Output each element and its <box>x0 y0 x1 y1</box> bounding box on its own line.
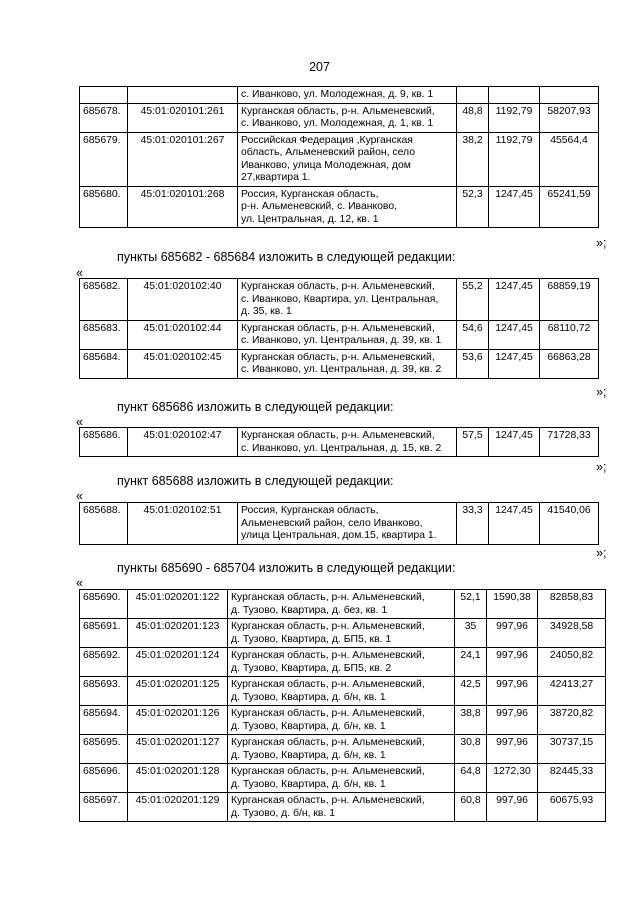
cadastral-value-cell: 41540,06 <box>540 503 599 545</box>
cadastral-value-cell: 42413,27 <box>538 677 606 706</box>
address-cell <box>238 87 457 104</box>
rate-cell: 997,96 <box>487 648 538 677</box>
cadastral-value-cell: 68859,19 <box>540 279 599 321</box>
area-cell: 52,3 <box>457 186 489 228</box>
area-cell: 38,2 <box>457 132 489 186</box>
area-cell: 48,8 <box>457 103 489 132</box>
cadastral-value-cell: 38720,82 <box>538 706 606 735</box>
address-line: ул. Центральная, д. 12, кв. 1 <box>241 213 379 225</box>
address-line: д. Тузово, Квартира, д. без, кв. 1 <box>231 604 388 616</box>
rate-cell <box>489 87 540 104</box>
table-row <box>80 590 606 619</box>
cadastral-number-cell: 45:01:020201:123 <box>128 619 228 648</box>
address-line: р-н. Альменевский, с. Иванково, <box>241 201 397 212</box>
opening-quote: « <box>76 576 83 590</box>
rate-cell: 1272,30 <box>487 764 538 793</box>
address-line: Курганская область, р-н. Альменевский, <box>241 351 435 363</box>
table-row <box>80 87 599 104</box>
amendment-paragraph: пункты 685690 - 685704 изложить в следующей редакции: <box>117 561 456 575</box>
cadastral-number-cell: 45:01:020201:126 <box>128 706 228 735</box>
area-cell: 24,1 <box>455 648 487 677</box>
cadastral-number-cell: 45:01:020102:44 <box>128 320 238 349</box>
cadastral-value-cell: 60675,93 <box>538 793 606 822</box>
address-line: д. 35, кв. 1 <box>241 306 292 317</box>
rate-cell: 1247,45 <box>489 428 540 457</box>
table-row <box>80 706 606 735</box>
address-line: с. Иванково, ул. Молодежная, д. 9, кв. 1 <box>241 89 434 100</box>
item-number-cell: 685695. <box>80 735 128 764</box>
cadastral-value-cell: 65241,59 <box>540 186 599 228</box>
address-line: Россия, Курганская область, <box>241 505 379 516</box>
address-line: д. Тузово, д. б/н, кв. 1 <box>231 807 335 819</box>
area-cell: 38,8 <box>455 706 487 735</box>
cadastral-number-cell: 45:01:020101:268 <box>128 186 238 228</box>
item-number-cell: 685693. <box>80 677 128 706</box>
area-cell: 42,5 <box>455 677 487 706</box>
cadastral-number-cell: 45:01:020201:129 <box>128 793 228 822</box>
cadastral-number-cell: 45:01:020201:124 <box>128 648 228 677</box>
item-number-cell: 685679. <box>80 132 128 186</box>
cadastral-value-cell: 82858,83 <box>538 590 606 619</box>
address-line: с. Иванково, ул. Центральная, д. 39, кв. 2 <box>241 364 442 375</box>
address-line: Курганская область, р-н. Альменевский, <box>231 679 425 690</box>
cadastral-number-cell: 45:01:020201:125 <box>128 677 228 706</box>
address-cell <box>228 706 455 735</box>
address-line: Курганская область, р-н. Альменевский, <box>231 650 425 661</box>
cadastral-value-cell: 66863,28 <box>540 349 599 378</box>
closing-quote: »; <box>596 546 607 560</box>
address-cell <box>228 764 455 793</box>
rate-cell: 1247,45 <box>489 279 540 321</box>
table-row <box>80 735 606 764</box>
area-cell: 60,8 <box>455 793 487 822</box>
table-row <box>80 132 599 186</box>
address-line: Курганская область, р-н. Альменевский, <box>241 281 435 292</box>
cadastral-value-cell: 24050,82 <box>538 648 606 677</box>
cadastral-value-cell: 34928,58 <box>538 619 606 648</box>
cadastral-number-cell: 45:01:020102:47 <box>128 428 238 457</box>
cadastral-number-cell: 45:01:020102:45 <box>128 349 238 378</box>
area-cell <box>457 87 489 104</box>
area-cell: 64,8 <box>455 764 487 793</box>
address-cell <box>228 677 455 706</box>
table-row <box>80 103 599 132</box>
item-number-cell: 685697. <box>80 793 128 822</box>
address-line: Альменевский район, село Иванково, <box>241 517 423 529</box>
area-cell: 54,6 <box>457 320 489 349</box>
item-number-cell: 685688. <box>80 503 128 545</box>
property-table <box>79 427 599 457</box>
item-number-cell: 685678. <box>80 103 128 132</box>
table-row <box>80 619 606 648</box>
cadastral-value-cell: 82445,33 <box>538 764 606 793</box>
address-line: Российская Федерация ,Курганская <box>241 134 413 146</box>
item-number-cell <box>80 87 128 104</box>
address-cell <box>228 590 455 619</box>
address-cell <box>238 428 457 457</box>
area-cell: 52,1 <box>455 590 487 619</box>
address-line: 27,квартира 1. <box>241 172 311 183</box>
address-line: Россия, Курганская область, <box>241 188 379 200</box>
address-cell <box>238 349 457 378</box>
item-number-cell: 685682. <box>80 279 128 321</box>
rate-cell: 997,96 <box>487 619 538 648</box>
item-number-cell: 685686. <box>80 428 128 457</box>
area-cell: 33,3 <box>457 503 489 545</box>
cadastral-value-cell: 71728,33 <box>540 428 599 457</box>
closing-quote: »; <box>596 385 607 399</box>
address-line: д. Тузово, Квартира, д. б/н, кв. 1 <box>231 691 386 703</box>
cadastral-value-cell: 45564,4 <box>540 132 599 186</box>
cadastral-value-cell: 58207,93 <box>540 103 599 132</box>
table-row <box>80 793 606 822</box>
table-row <box>80 428 599 457</box>
opening-quote: « <box>76 489 83 503</box>
area-cell: 55,2 <box>457 279 489 321</box>
address-line: д. Тузово, Квартира, д. б/н, кв. 1 <box>231 749 386 761</box>
address-cell <box>238 279 457 321</box>
amendment-paragraph: пункт 685686 изложить в следующей редакции: <box>117 400 394 414</box>
property-table <box>79 589 606 822</box>
cadastral-number-cell: 45:01:020102:51 <box>128 503 238 545</box>
item-number-cell: 685690. <box>80 590 128 619</box>
cadastral-number-cell: 45:01:020201:127 <box>128 735 228 764</box>
property-table <box>79 86 599 228</box>
address-line: Курганская область, р-н. Альменевский, <box>231 708 425 719</box>
item-number-cell: 685696. <box>80 764 128 793</box>
rate-cell: 1590,38 <box>487 590 538 619</box>
address-line: д. Тузово, Квартира, д. б/н, кв. 1 <box>231 778 386 790</box>
item-number-cell: 685684. <box>80 349 128 378</box>
address-line: с. Иванково, ул. Центральная, д. 15, кв. 2 <box>241 442 442 454</box>
rate-cell: 1247,45 <box>489 503 540 545</box>
address-line: область, Альменевский район, село <box>241 147 415 158</box>
address-line: с. Иванково, ул. Центральная, д. 39, кв. 1 <box>241 335 442 346</box>
item-number-cell: 685692. <box>80 648 128 677</box>
table-row <box>80 279 599 321</box>
address-cell <box>228 648 455 677</box>
address-line: с. Иванково, ул. Молодежная, д. 1, кв. 1 <box>241 118 434 129</box>
cadastral-number-cell: 45:01:020201:128 <box>128 764 228 793</box>
cadastral-number-cell <box>128 87 238 104</box>
cadastral-value-cell: 30737,15 <box>538 735 606 764</box>
item-number-cell: 685694. <box>80 706 128 735</box>
table-row <box>80 677 606 706</box>
opening-quote: « <box>76 266 83 280</box>
address-line: Курганская область, р-н. Альменевский, <box>231 766 425 777</box>
property-table <box>79 278 599 379</box>
address-line: Курганская область, р-н. Альменевский, <box>231 795 425 806</box>
address-cell <box>228 793 455 822</box>
address-cell <box>238 186 457 228</box>
amendment-paragraph: пункт 685688 изложить в следующей редакции: <box>117 474 394 488</box>
rate-cell: 997,96 <box>487 706 538 735</box>
table-row <box>80 764 606 793</box>
table-row <box>80 648 606 677</box>
closing-quote: »; <box>596 460 607 474</box>
rate-cell: 1192,79 <box>489 103 540 132</box>
address-line: Курганская область, р-н. Альменевский, <box>231 737 425 748</box>
area-cell: 35 <box>455 619 487 648</box>
opening-quote: « <box>76 415 83 429</box>
cadastral-value-cell: 68110,72 <box>540 320 599 349</box>
cadastral-number-cell: 45:01:020101:267 <box>128 132 238 186</box>
area-cell: 53,6 <box>457 349 489 378</box>
cadastral-value-cell <box>540 87 599 104</box>
rate-cell: 1247,45 <box>489 186 540 228</box>
address-cell <box>238 503 457 545</box>
area-cell: 57,5 <box>457 428 489 457</box>
address-cell <box>238 132 457 186</box>
table-row <box>80 320 599 349</box>
item-number-cell: 685680. <box>80 186 128 228</box>
area-cell: 30,8 <box>455 735 487 764</box>
rate-cell: 1247,45 <box>489 320 540 349</box>
table-row <box>80 503 599 545</box>
item-number-cell: 685691. <box>80 619 128 648</box>
address-cell <box>238 103 457 132</box>
cadastral-number-cell: 45:01:020102:40 <box>128 279 238 321</box>
closing-quote: »; <box>596 236 607 250</box>
address-line: с. Иванково, Квартира, ул. Центральная, <box>241 293 439 305</box>
rate-cell: 997,96 <box>487 677 538 706</box>
address-cell <box>228 619 455 648</box>
address-line: д. Тузово, Квартира, д. БП5, кв. 1 <box>231 633 392 645</box>
address-line: улица Центральная, дом.15, квартира 1. <box>241 530 437 541</box>
rate-cell: 997,96 <box>487 793 538 822</box>
rate-cell: 1192,79 <box>489 132 540 186</box>
table-row <box>80 186 599 228</box>
address-cell <box>228 735 455 764</box>
address-line: Курганская область, р-н. Альменевский, <box>241 105 435 117</box>
page-number: 207 <box>309 60 330 74</box>
address-line: Курганская область, р-н. Альменевский, <box>231 621 425 632</box>
address-line: Иванково, улица Молодежная, дом <box>241 159 411 171</box>
address-line: Курганская область, р-н. Альменевский, <box>241 430 435 441</box>
address-line: д. Тузово, Квартира, д. б/н, кв. 1 <box>231 720 386 732</box>
table-row <box>80 349 599 378</box>
address-cell <box>238 320 457 349</box>
address-line: Курганская область, р-н. Альменевский, <box>231 592 425 603</box>
rate-cell: 1247,45 <box>489 349 540 378</box>
amendment-paragraph: пункты 685682 - 685684 изложить в следующей редакции: <box>117 250 456 264</box>
item-number-cell: 685683. <box>80 320 128 349</box>
rate-cell: 997,96 <box>487 735 538 764</box>
address-line: д. Тузово, Квартира, д. БП5, кв. 2 <box>231 662 392 674</box>
cadastral-number-cell: 45:01:020101:261 <box>128 103 238 132</box>
cadastral-number-cell: 45:01:020201:122 <box>128 590 228 619</box>
address-line: Курганская область, р-н. Альменевский, <box>241 322 435 334</box>
property-table <box>79 502 599 545</box>
